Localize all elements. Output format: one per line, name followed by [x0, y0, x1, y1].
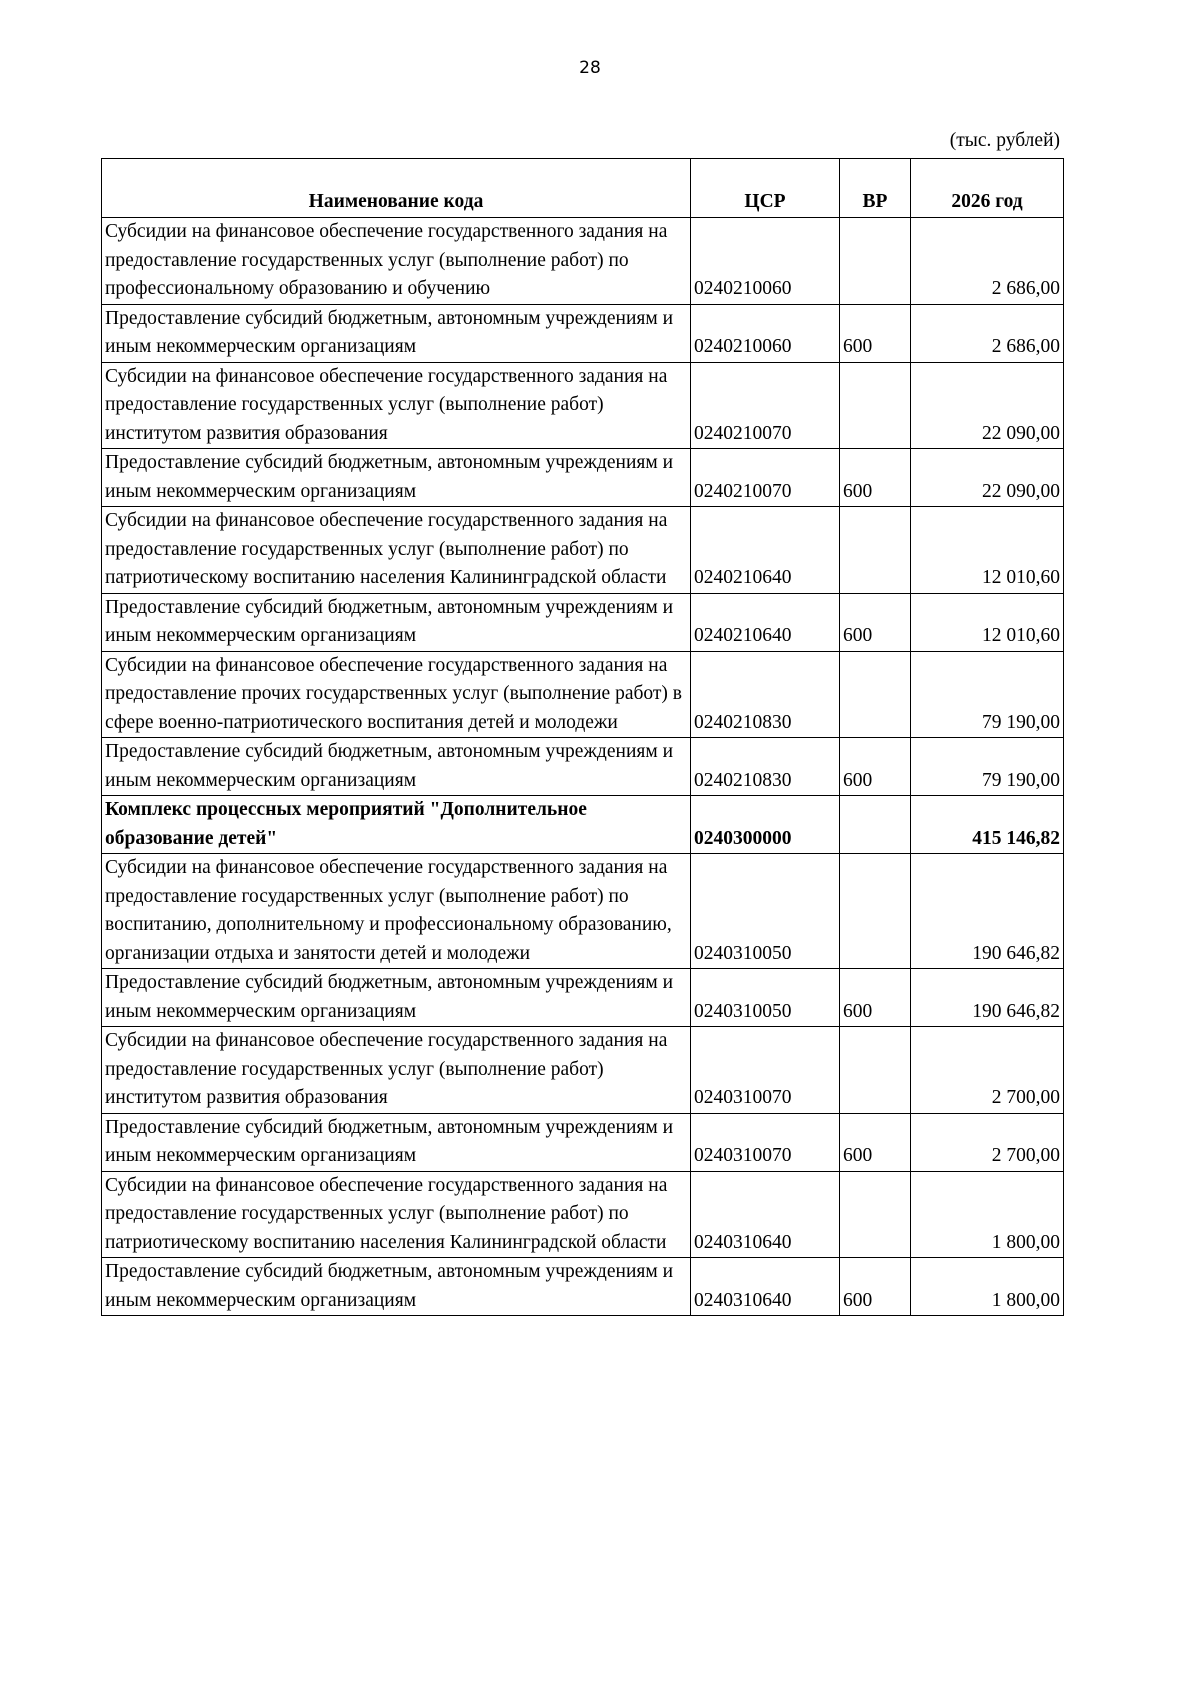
- row-csr-cell: 0240210070: [691, 362, 840, 449]
- row-vr-cell: [840, 507, 911, 594]
- row-amount-cell: 190 646,82: [911, 854, 1064, 969]
- row-vr-cell: [840, 854, 911, 969]
- row-csr-cell: 0240210060: [691, 218, 840, 305]
- row-amount-cell: 22 090,00: [911, 449, 1064, 507]
- row-amount-cell: 190 646,82: [911, 969, 1064, 1027]
- row-amount-cell: 2 700,00: [911, 1113, 1064, 1171]
- row-name-cell: Субсидии на финансовое обеспечение государственного задания на предоставление государственных услуг (выполнение работ) по воспитанию, дополнительному и профессиональному образованию, организации отдыха и занятости детей и молодежи: [102, 854, 691, 969]
- row-name-cell: Субсидии на финансовое обеспечение государственного задания на предоставление прочих государственных услуг (выполнение работ) в сфере военно-патриотического воспитания детей и молодежи: [102, 651, 691, 738]
- row-vr-cell: [840, 796, 911, 854]
- row-amount-cell: 2 686,00: [911, 218, 1064, 305]
- row-name-cell: Субсидии на финансовое обеспечение государственного задания на предоставление государственных услуг (выполнение работ) по патриотическому воспитанию населения Калининградской области: [102, 1171, 691, 1258]
- row-vr-cell: 600: [840, 593, 911, 651]
- table-row: [102, 218, 1064, 305]
- budget-table: [101, 158, 1064, 1316]
- table-row: [102, 1258, 1064, 1316]
- row-vr-cell: [840, 1027, 911, 1114]
- row-csr-cell: 0240310640: [691, 1258, 840, 1316]
- table-row: [102, 969, 1064, 1027]
- row-name-cell: Предоставление субсидий бюджетным, автономным учреждениям и иным некоммерческим организациям: [102, 738, 691, 796]
- table-row: [102, 304, 1064, 362]
- header-vr: ВР: [840, 159, 911, 218]
- table-row: [102, 1113, 1064, 1171]
- row-csr-cell: 0240300000: [691, 796, 840, 854]
- row-csr-cell: 0240310070: [691, 1027, 840, 1114]
- row-csr-cell: 0240310050: [691, 969, 840, 1027]
- row-name-cell: Предоставление субсидий бюджетным, автономным учреждениям и иным некоммерческим организациям: [102, 969, 691, 1027]
- row-amount-cell: 1 800,00: [911, 1258, 1064, 1316]
- row-name-cell: Субсидии на финансовое обеспечение государственного задания на предоставление государственных услуг (выполнение работ) по профессиональному образованию и обучению: [102, 218, 691, 305]
- row-name-cell: Предоставление субсидий бюджетным, автономным учреждениям и иным некоммерческим организациям: [102, 449, 691, 507]
- units-note: (тыс. рублей): [949, 130, 1060, 151]
- row-vr-cell: [840, 1171, 911, 1258]
- row-csr-cell: 0240210060: [691, 304, 840, 362]
- row-name-cell: Субсидии на финансовое обеспечение государственного задания на предоставление государственных услуг (выполнение работ) институтом развития образования: [102, 362, 691, 449]
- table-row: [102, 738, 1064, 796]
- row-amount-cell: 12 010,60: [911, 593, 1064, 651]
- row-amount-cell: 12 010,60: [911, 507, 1064, 594]
- row-csr-cell: 0240310050: [691, 854, 840, 969]
- row-name-cell: Предоставление субсидий бюджетным, автономным учреждениям и иным некоммерческим организациям: [102, 593, 691, 651]
- row-csr-cell: 0240210830: [691, 651, 840, 738]
- row-vr-cell: [840, 651, 911, 738]
- row-vr-cell: 600: [840, 969, 911, 1027]
- table-row: [102, 854, 1064, 969]
- table-row: [102, 449, 1064, 507]
- table-body: [102, 218, 1064, 1316]
- row-csr-cell: 0240210070: [691, 449, 840, 507]
- table-row: [102, 593, 1064, 651]
- row-csr-cell: 0240210640: [691, 507, 840, 594]
- row-vr-cell: 600: [840, 1258, 911, 1316]
- row-vr-cell: 600: [840, 304, 911, 362]
- table-row: [102, 362, 1064, 449]
- row-amount-cell: 2 700,00: [911, 1027, 1064, 1114]
- header-csr: ЦСР: [691, 159, 840, 218]
- header-year: 2026 год: [911, 159, 1064, 218]
- row-amount-cell: 2 686,00: [911, 304, 1064, 362]
- table-row: [102, 796, 1064, 854]
- row-amount-cell: 79 190,00: [911, 738, 1064, 796]
- row-vr-cell: 600: [840, 449, 911, 507]
- row-name-cell: Субсидии на финансовое обеспечение государственного задания на предоставление государственных услуг (выполнение работ) институтом развития образования: [102, 1027, 691, 1114]
- row-csr-cell: 0240210830: [691, 738, 840, 796]
- row-vr-cell: 600: [840, 738, 911, 796]
- row-csr-cell: 0240310640: [691, 1171, 840, 1258]
- table-row: [102, 507, 1064, 594]
- row-vr-cell: 600: [840, 1113, 911, 1171]
- row-amount-cell: 22 090,00: [911, 362, 1064, 449]
- row-csr-cell: 0240210640: [691, 593, 840, 651]
- row-amount-cell: 1 800,00: [911, 1171, 1064, 1258]
- row-amount-cell: 79 190,00: [911, 651, 1064, 738]
- table-header-row: [102, 159, 1064, 218]
- row-name-cell: Предоставление субсидий бюджетным, автономным учреждениям и иным некоммерческим организациям: [102, 1258, 691, 1316]
- row-csr-cell: 0240310070: [691, 1113, 840, 1171]
- row-name-cell: Предоставление субсидий бюджетным, автономным учреждениям и иным некоммерческим организациям: [102, 304, 691, 362]
- row-name-cell: Комплекс процессных мероприятий "Дополнительное образование детей": [102, 796, 691, 854]
- table-row: [102, 1171, 1064, 1258]
- table-row: [102, 1027, 1064, 1114]
- table-row: [102, 651, 1064, 738]
- row-amount-cell: 415 146,82: [911, 796, 1064, 854]
- row-name-cell: Субсидии на финансовое обеспечение государственного задания на предоставление государственных услуг (выполнение работ) по патриотическому воспитанию населения Калининградской области: [102, 507, 691, 594]
- row-name-cell: Предоставление субсидий бюджетным, автономным учреждениям и иным некоммерческим организациям: [102, 1113, 691, 1171]
- row-vr-cell: [840, 362, 911, 449]
- page-number: 28: [579, 58, 601, 78]
- header-name: Наименование кода: [102, 159, 691, 218]
- row-vr-cell: [840, 218, 911, 305]
